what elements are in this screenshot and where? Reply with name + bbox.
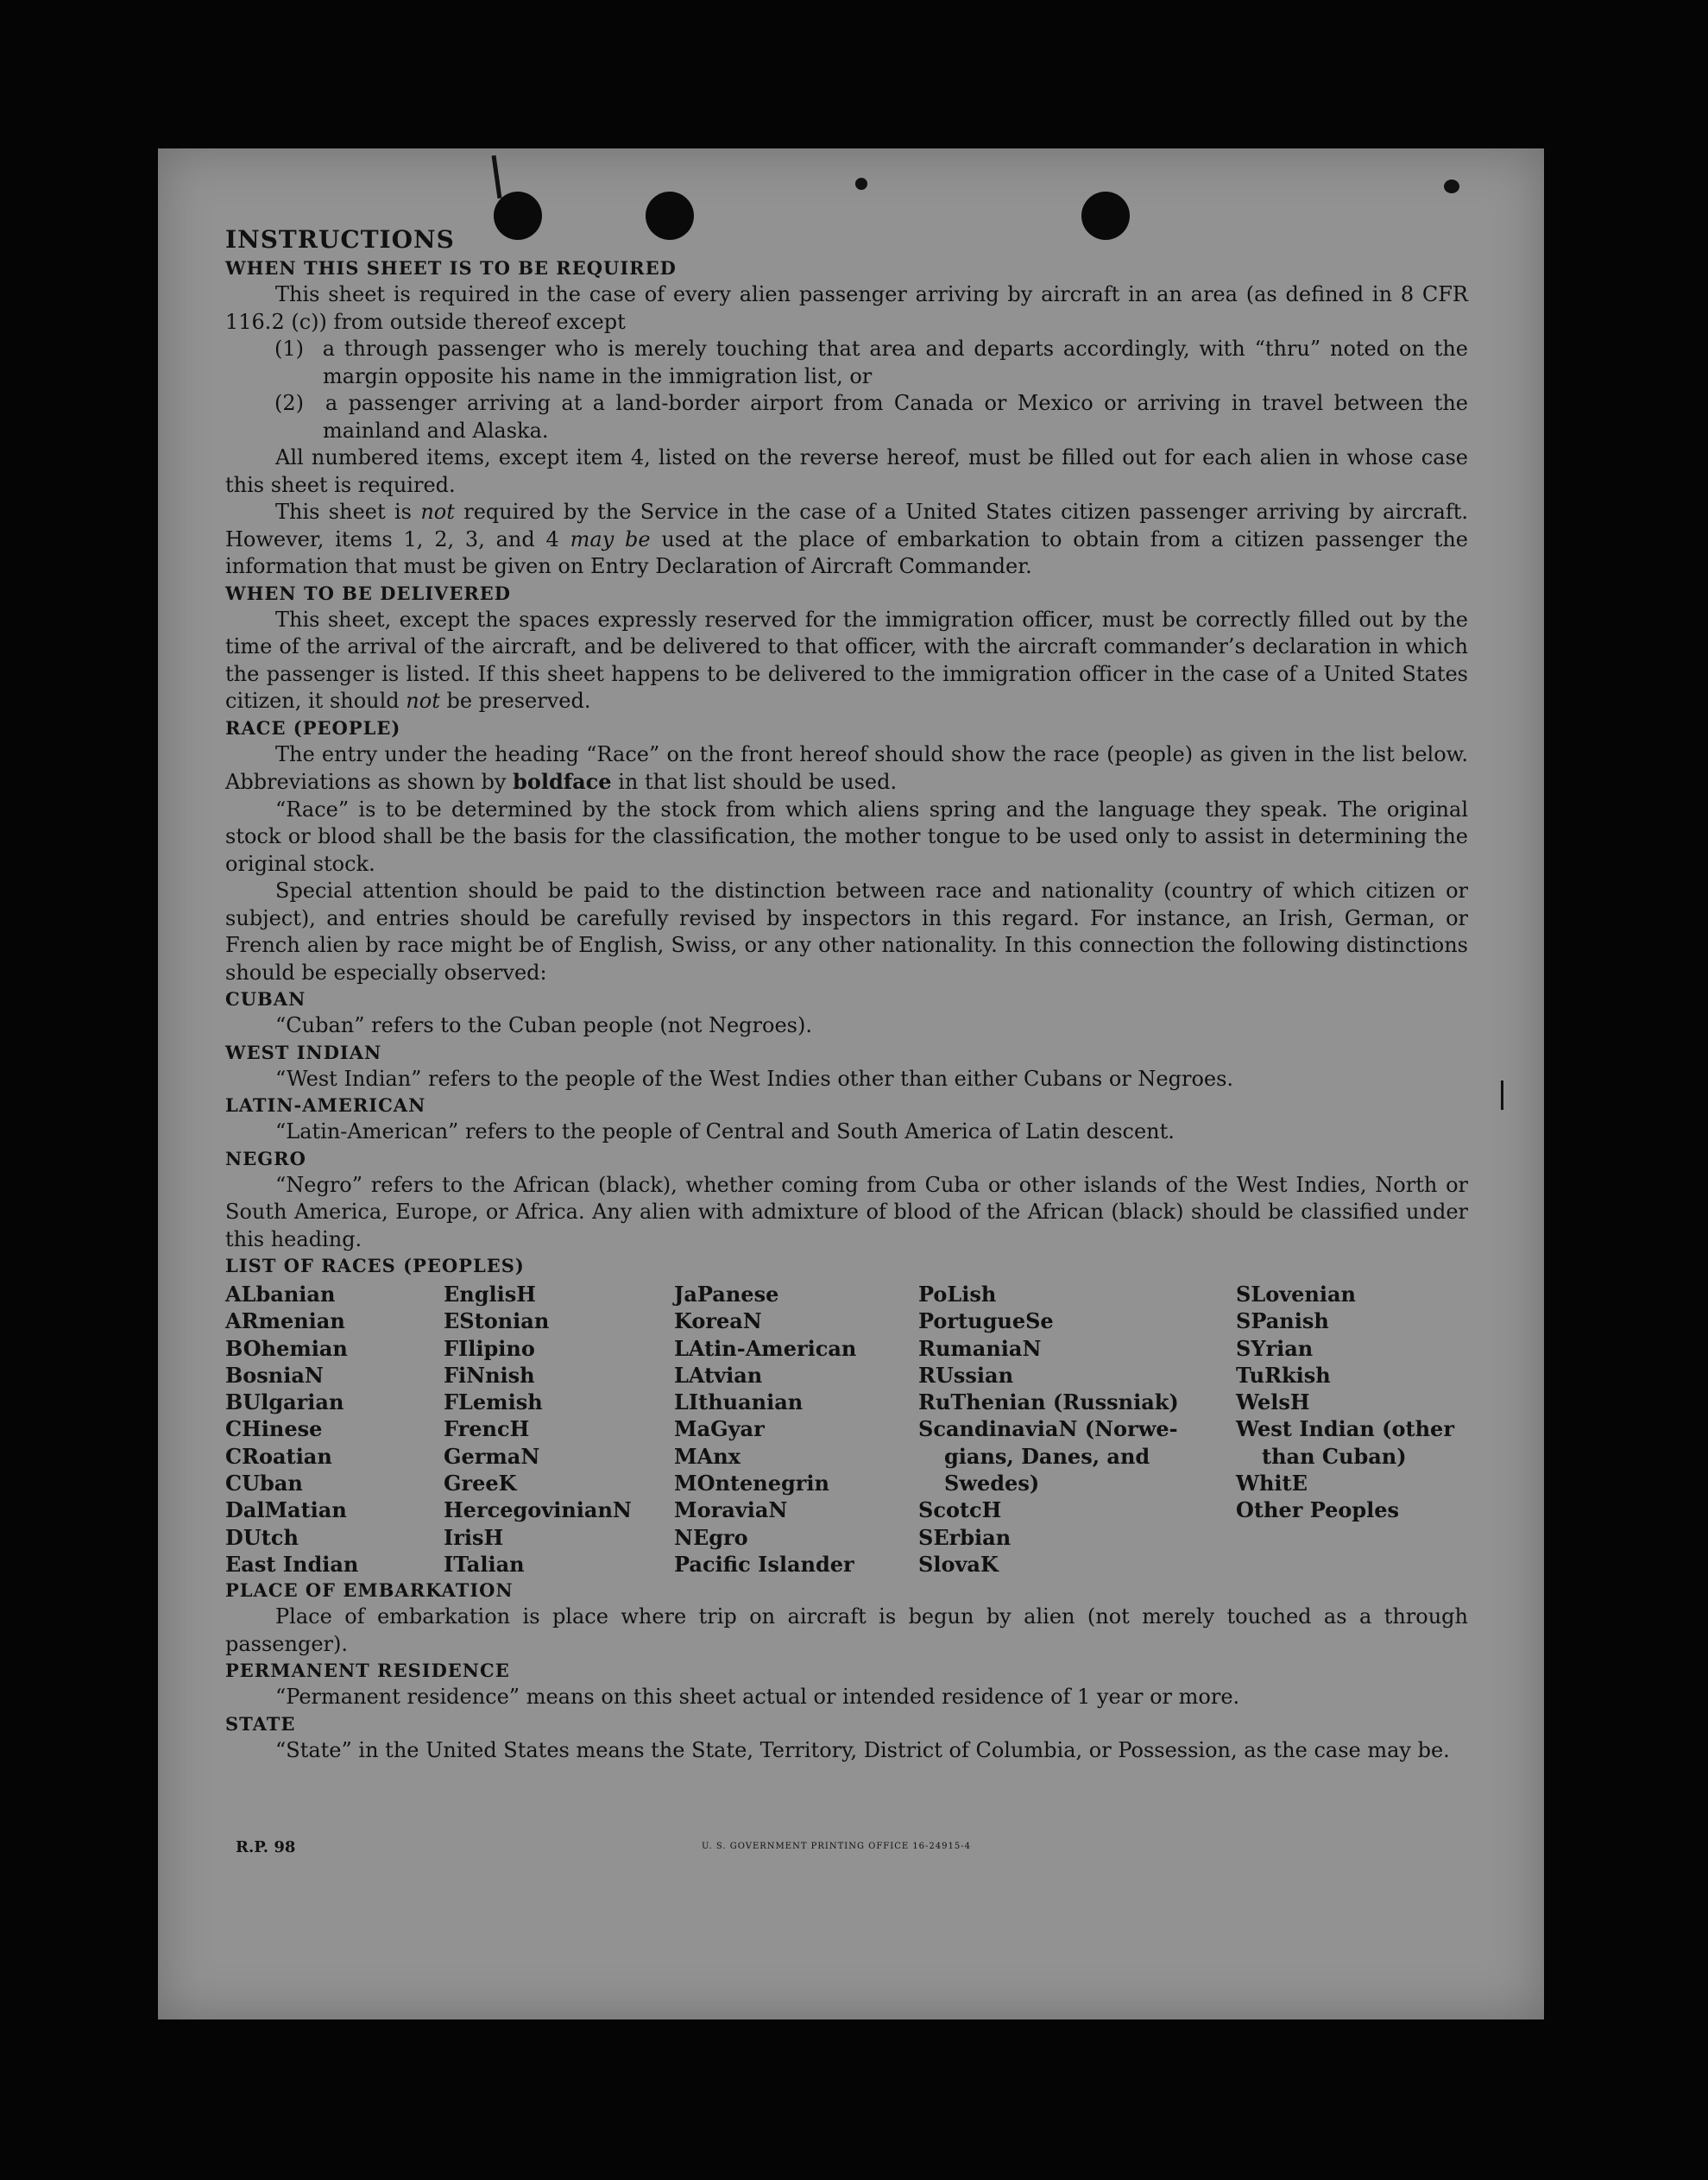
race-entry: BUlgarian [225,1389,344,1415]
race-entry: West Indian (other [1236,1416,1454,1442]
race-entry: SYrian [1236,1335,1314,1361]
race-entry: RuThenian (Russniak) [918,1389,1179,1415]
section-heading-negro: NEGRO [225,1147,306,1169]
race-entry: GreeK [444,1471,517,1496]
race-entry: SPanish [1236,1308,1329,1334]
section-heading-state: STATE [225,1712,296,1735]
ink-mark [1501,1081,1503,1110]
race-entry: CUban [225,1471,303,1496]
races-column-2 [444,1281,674,1578]
race-paragraph-1: The entry under the heading “Race” on the front hereof should show the race (people) as given in the list below. Abbreviations as shown by boldface in that list should be used. [225,741,1468,794]
section-heading-cuban: CUBAN [225,988,306,1010]
race-entry-continuation: gians, Danes, and [944,1443,1150,1469]
race-entry: DUtch [225,1524,299,1550]
exception-item-2: (2) a passenger arriving at a land-border airport from Canada or Mexico or arriving in travel between the mainland and Alaska. [274,391,1468,443]
race-entry: MAnx [674,1443,741,1469]
race-entry: ScotcH [918,1497,1002,1523]
section-heading-west-indian: WEST INDIAN [225,1041,382,1063]
race-entry: MaGyar [674,1416,765,1442]
race-paragraph-2: “Race” is to be determined by the stock from which aliens spring and the language they speak. The original stock or blood shall be the basis for the classification, the mother tongue to be used only to assist in determining the original stock. [225,797,1468,876]
section-heading-delivered: WHEN TO BE DELIVERED [225,582,512,604]
race-entry: SlovaK [918,1551,999,1577]
section-heading-embarkation: PLACE OF EMBARKATION [225,1579,514,1602]
race-entry: EnglisH [444,1282,536,1307]
race-entry: CHinese [225,1416,323,1442]
race-entry: MoraviaN [674,1497,788,1523]
race-entry: FIlipino [444,1335,535,1361]
race-entry: DalMatian [225,1497,347,1523]
race-entry: PortugueSe [918,1308,1054,1334]
races-column-4 [918,1281,1236,1578]
race-entry: ITalian [444,1551,525,1577]
section-heading-residence: PERMANENT RESIDENCE [225,1660,510,1682]
section-heading-required: WHEN THIS SHEET IS TO BE REQUIRED [225,257,677,279]
race-entry: MOntenegrin [674,1471,829,1496]
delivery-paragraph: This sheet, except the spaces expressly reserved for the immigration officer, must be correctly filled out by the time of the arrival of the aircraft, and be delivered to that officer, with the aircraft commander’s declaration in which the passenger is listed. If this sheet happens to be delivered to the immigration officer in the case of a United States citizen, it should not be preserved. [225,607,1468,713]
race-entry: ScandinaviaN (Norwe- [918,1416,1178,1442]
race-entry: IrisH [444,1524,504,1550]
race-entry: BOhemian [225,1335,348,1361]
exception-item-1: (1) a through passenger who is merely touching that area and departs accordingly, with “thru” noted on the margin opposite his name in the immigration list, or [274,337,1468,388]
races-column-5 [1236,1281,1468,1578]
race-entry: SErbian [918,1524,1012,1550]
race-entry: NEgro [674,1524,748,1550]
race-entry: ARmenian [225,1308,345,1334]
race-entry: RumaniaN [918,1335,1042,1361]
citizen-paragraph: This sheet is not required by the Service in the case of a United States citizen passenger arriving by aircraft. However, items 1, 2, 3, and 4 may be used at the place of embarkation to obtain from a citizen passenger the information that must be given on Entry Declaration of Aircraft Commander. [225,500,1468,578]
race-entry: Pacific Islander [674,1551,854,1577]
races-list [225,1281,1468,1578]
races-column-3 [674,1281,918,1578]
printer-imprint: U. S. GOVERNMENT PRINTING OFFICE 16-24915-4 [702,1842,971,1851]
race-entry-continuation: than Cuban) [1262,1443,1407,1469]
race-entry: East Indian [225,1551,359,1577]
race-entry: Other Peoples [1236,1497,1400,1523]
race-entry: HercegovinianN [444,1497,632,1523]
race-entry: LIthuanian [674,1389,804,1415]
race-entry: RUssian [918,1362,1014,1388]
race-entry: KoreaN [674,1308,762,1334]
race-entry: ALbanian [225,1282,336,1307]
race-entry: WelsH [1236,1389,1310,1415]
cuban-definition: “Cuban” refers to the Cuban people (not Negroes). [275,1013,812,1037]
race-entry: FrencH [444,1416,530,1442]
race-entry: SLovenian [1236,1282,1356,1307]
form-number: R.P. 98 [236,1838,296,1856]
race-entry: TuRkish [1236,1362,1331,1388]
race-entry: FLemish [444,1389,543,1415]
race-entry: LAtvian [674,1362,763,1388]
ink-mark [492,155,502,198]
race-entry: EStonian [444,1308,550,1334]
negro-definition: “Negro” refers to the African (black), whether coming from Cuba or other islands of the West Indies, North or South America, Europe, or Africa. Any alien with admixture of blood of the African (black) should be classified under this heading. [225,1172,1468,1251]
section-heading-race: RACE (PEOPLE) [225,716,401,739]
race-entry: JaPanese [674,1282,779,1307]
section-heading-races-list: LIST OF RACES (PEOPLES) [225,1255,525,1276]
race-entry: GermaN [444,1443,540,1469]
race-entry: BosniaN [225,1362,324,1388]
numbered-items-paragraph: All numbered items, except item 4, listed on the reverse hereof, must be filled out for each alien in whose case this sheet is required. [225,445,1468,497]
race-entry: WhitE [1236,1471,1308,1496]
race-entry: PoLish [918,1282,997,1307]
ink-mark [1444,180,1459,193]
intro-paragraph: This sheet is required in the case of every alien passenger arriving by aircraft in an area (as defined in 8 CFR 116.2 (c)) from outside thereof except [225,282,1468,334]
ink-mark [855,178,867,190]
latin-american-definition: “Latin-American” refers to the people of Central and South America of Latin descent. [275,1119,1175,1144]
state-definition: “State” in the United States means the State, Territory, District of Columbia, or Possession, as the case may be. [275,1737,1450,1762]
section-heading-latin-american: LATIN-AMERICAN [225,1094,426,1116]
race-paragraph-3: Special attention should be paid to the distinction between race and nationality (country of which citizen or subject), and entries should be carefully revised by inspectors in this regard. For instance, an Irish, German, or French alien by race might be of English, Swiss, or any other nationality. In this connection the following distinctions should be especially observed: [225,879,1468,985]
race-entry: CRoatian [225,1443,332,1469]
instructions-content [225,224,1468,1764]
residence-definition: “Permanent residence” means on this sheet actual or intended residence of 1 year or more. [275,1685,1240,1710]
document-title: INSTRUCTIONS [225,225,455,254]
race-entry: FiNnish [444,1362,535,1388]
race-entry: LAtin-American [674,1335,857,1361]
west-indian-definition: “West Indian” refers to the people of the West Indies other than either Cubans or Negroes. [275,1066,1234,1091]
embarkation-definition: Place of embarkation is place where trip on aircraft is begun by alien (not merely touched as a through passenger). [225,1604,1468,1656]
race-entry-continuation: Swedes) [944,1471,1040,1496]
document-sheet [158,148,1544,2019]
races-column-1 [225,1281,444,1578]
